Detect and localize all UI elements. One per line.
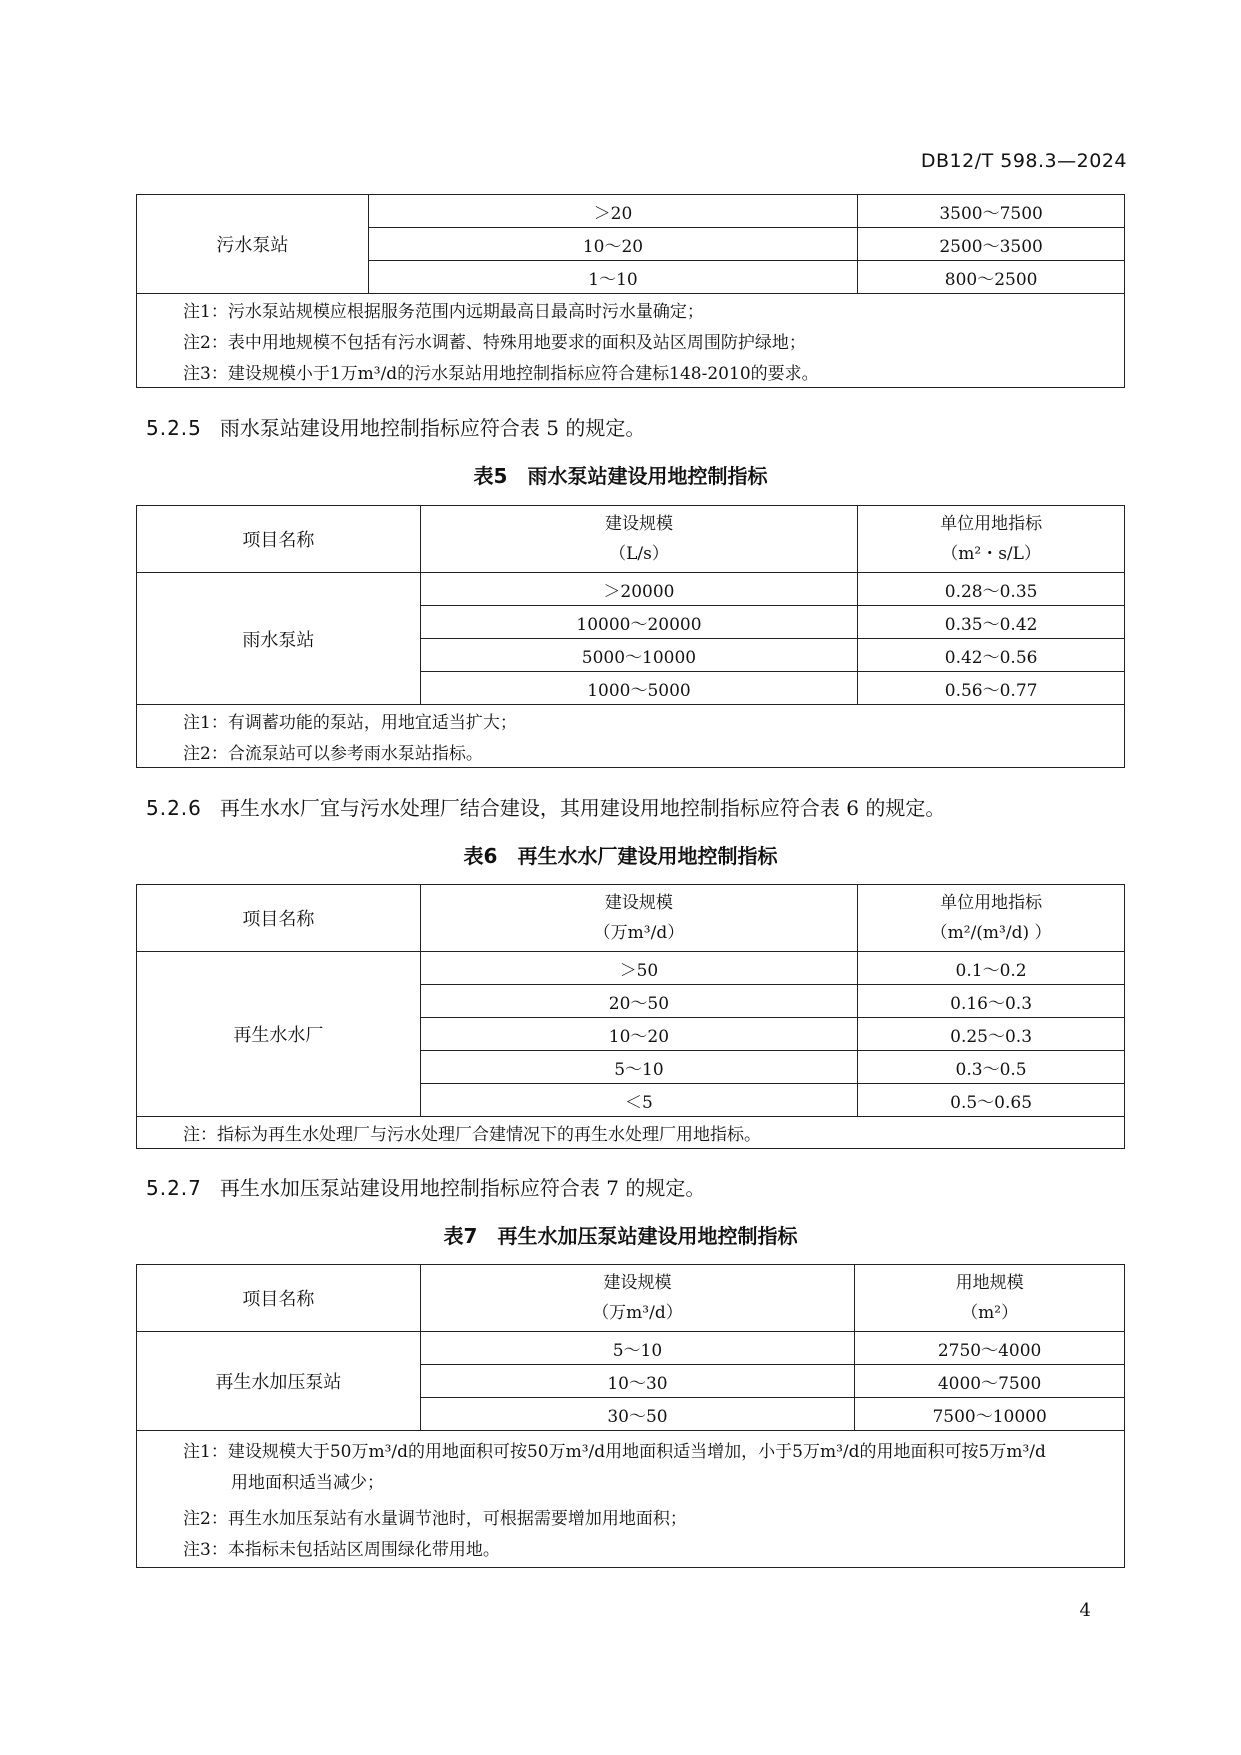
table-header-row <box>137 1265 1125 1332</box>
scale-cell: ＞50 <box>420 952 858 985</box>
table-header-row <box>137 506 1125 573</box>
value-cell: 0.42～0.56 <box>858 639 1125 672</box>
item-name-cell: 污水泵站 <box>137 195 369 294</box>
clause-text: 再生水加压泵站建设用地控制指标应符合表 7 的规定。 <box>219 1176 706 1200</box>
note-row <box>137 1532 1125 1568</box>
note-row <box>137 736 1125 768</box>
value-cell: 0.16～0.3 <box>858 985 1125 1018</box>
header-scale-label: 建设规模 <box>603 1273 672 1293</box>
value-cell: 0.35～0.42 <box>858 606 1125 639</box>
header-index-unit: （m²/(m³/d) ） <box>930 923 1052 943</box>
header-index-unit: （m²・s/L） <box>941 544 1041 564</box>
header-index-unit: （m²） <box>961 1303 1019 1323</box>
value-cell: 0.5～0.65 <box>858 1084 1125 1117</box>
note-row <box>137 325 1125 356</box>
clause-number: 5.2.7 <box>146 1176 202 1200</box>
table-note: 注1：污水泵站规模应根据服务范围内远期最高日最高时污水量确定； <box>137 294 1125 326</box>
table7 <box>136 1264 1125 1568</box>
document-code: DB12/T 598.3—2024 <box>920 150 1127 172</box>
value-cell: 0.28～0.35 <box>858 573 1125 606</box>
note-row <box>137 1117 1125 1149</box>
page-number: 4 <box>1079 1600 1091 1621</box>
value-cell: 0.25～0.3 <box>858 1018 1125 1051</box>
item-name-cell: 雨水泵站 <box>137 573 421 705</box>
scale-cell: 1000～5000 <box>420 672 858 705</box>
clause-5-2-6 <box>146 792 945 821</box>
header-scale-unit: （万m³/d） <box>593 923 685 943</box>
scale-cell: ＜5 <box>420 1084 858 1117</box>
header-item-name: 项目名称 <box>137 885 421 952</box>
scale-cell: 30～50 <box>420 1398 855 1431</box>
value-cell: 4000～7500 <box>855 1365 1125 1398</box>
scale-cell: 10～20 <box>368 228 857 261</box>
table6 <box>136 884 1125 1149</box>
table-note: 注3：本指标未包括站区周围绿化带用地。 <box>137 1532 1125 1568</box>
clause-text: 再生水水厂宜与污水处理厂结合建设，其用建设用地控制指标应符合表 6 的规定。 <box>219 796 946 820</box>
note-row <box>137 705 1125 737</box>
scale-cell: 5000～10000 <box>420 639 858 672</box>
value-cell: 0.1～0.2 <box>858 952 1125 985</box>
header-index-label: 单位用地指标 <box>940 514 1043 534</box>
header-scale <box>420 506 858 573</box>
note-row <box>137 356 1125 388</box>
item-name-cell: 再生水水厂 <box>137 952 421 1117</box>
header-scale-unit: （万m³/d） <box>592 1303 683 1323</box>
note-line-continued: 用地面积适当减少； <box>231 1473 384 1493</box>
scale-cell: ＞20000 <box>420 573 858 606</box>
header-index-label: 用地规模 <box>955 1273 1024 1293</box>
table-header-row <box>137 885 1125 952</box>
table-row <box>137 573 1125 606</box>
table7-caption: 表7 再生水加压泵站建设用地控制指标 <box>443 1224 798 1248</box>
table5-caption: 表5 雨水泵站建设用地控制指标 <box>473 464 768 488</box>
table-note: 注1：有调蓄功能的泵站，用地宜适当扩大； <box>137 705 1125 737</box>
note-row <box>137 1501 1125 1532</box>
scale-cell: 5～10 <box>420 1051 858 1084</box>
table5 <box>136 505 1125 768</box>
header-item-name: 项目名称 <box>137 1265 421 1332</box>
value-cell: 800～2500 <box>858 261 1125 294</box>
table-note: 注：指标为再生水处理厂与污水处理厂合建情况下的再生水处理厂用地指标。 <box>137 1117 1125 1149</box>
scale-cell: 1～10 <box>368 261 857 294</box>
header-index-label: 单位用地指标 <box>940 893 1043 913</box>
scale-cell: 5～10 <box>420 1332 855 1365</box>
value-cell: 2500～3500 <box>858 228 1125 261</box>
clause-5-2-5 <box>146 412 645 441</box>
value-cell: 0.3～0.5 <box>858 1051 1125 1084</box>
value-cell: 2750～4000 <box>855 1332 1125 1365</box>
note-row <box>137 294 1125 326</box>
table-note: 注2：合流泵站可以参考雨水泵站指标。 <box>137 736 1125 768</box>
header-scale <box>420 1265 855 1332</box>
header-scale-unit: （L/s） <box>609 544 669 564</box>
table-row <box>137 1332 1125 1365</box>
table-note: 注2：表中用地规模不包括有污水调蓄、特殊用地要求的面积及站区周围防护绿地； <box>137 325 1125 356</box>
table-note: 注3：建设规模小于1万m³/d的污水泵站用地控制指标应符合建标148-2010的要求。 <box>137 356 1125 388</box>
header-scale <box>420 885 858 952</box>
table-row <box>137 952 1125 985</box>
header-index <box>855 1265 1125 1332</box>
clause-text: 雨水泵站建设用地控制指标应符合表 5 的规定。 <box>219 416 646 440</box>
item-name-cell: 再生水加压泵站 <box>137 1332 421 1431</box>
header-index <box>858 506 1125 573</box>
table4-continued <box>136 194 1125 388</box>
note-line: 注1：建设规模大于50万m³/d的用地面积可按50万m³/d用地面积适当增加，小于5万m³/d的用地面积可按5万m³/d <box>183 1442 1046 1462</box>
scale-cell: ＞20 <box>368 195 857 228</box>
table-row <box>137 195 1125 228</box>
header-index <box>858 885 1125 952</box>
value-cell: 0.56～0.77 <box>858 672 1125 705</box>
clause-number: 5.2.6 <box>146 796 202 820</box>
table-note: 注2：再生水加压泵站有水量调节池时，可根据需要增加用地面积； <box>137 1501 1125 1532</box>
clause-number: 5.2.5 <box>146 416 202 440</box>
value-cell: 7500～10000 <box>855 1398 1125 1431</box>
note-row <box>137 1431 1125 1502</box>
scale-cell: 10～20 <box>420 1018 858 1051</box>
table-note <box>137 1431 1125 1502</box>
header-scale-label: 建设规模 <box>604 893 673 913</box>
scale-cell: 10～30 <box>420 1365 855 1398</box>
header-item-name: 项目名称 <box>137 506 421 573</box>
clause-5-2-7 <box>146 1172 705 1201</box>
scale-cell: 10000～20000 <box>420 606 858 639</box>
header-scale-label: 建设规模 <box>604 514 673 534</box>
value-cell: 3500～7500 <box>858 195 1125 228</box>
scale-cell: 20～50 <box>420 985 858 1018</box>
table6-caption: 表6 再生水水厂建设用地控制指标 <box>463 844 778 868</box>
